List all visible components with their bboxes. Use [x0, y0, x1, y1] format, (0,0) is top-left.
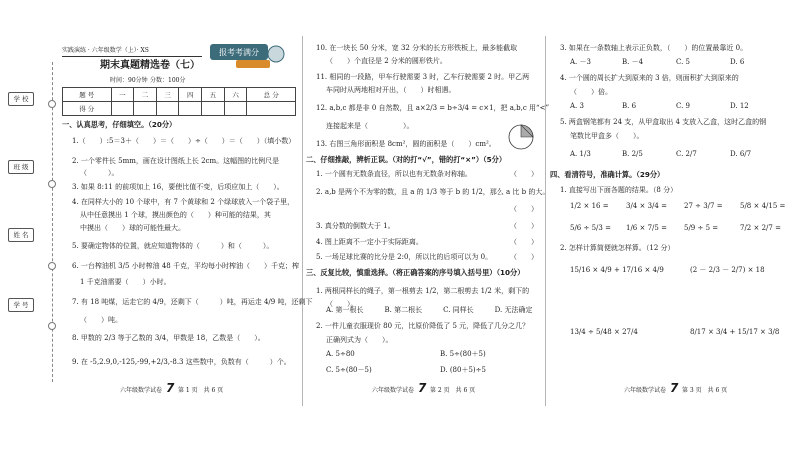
- choice-option: D. 6: [730, 58, 745, 66]
- question-text: 10. 在一块长 50 分米，宽 32 分米的长方形铁板上，最多能截取: [316, 44, 518, 52]
- choice-question: （ ）倍。: [570, 88, 612, 96]
- column-divider: [302, 36, 303, 406]
- choice-question: 5. 两盒钢笔都有 24 支，从甲盒取出 4 支放入乙盒，这时乙盒的钢: [560, 118, 767, 126]
- score-header: 四: [179, 88, 202, 102]
- answer-paren[interactable]: （ ）: [510, 238, 538, 246]
- expression-item: 15/16 × 4/9 + 17/16 × 4/9: [570, 266, 664, 274]
- section-title: 一、认真思考，仔细填空。（20分）: [62, 120, 177, 129]
- answer-paren[interactable]: （ ）: [510, 170, 538, 178]
- choice-option: C. 9: [676, 102, 691, 110]
- circle-triangle-figure-icon: [508, 124, 534, 150]
- judge-text: 3. 真分数的倒数大于 1。: [316, 222, 395, 230]
- question-text: 12. a,b,c 都是非 0 自然数，且 a×2/3 = b÷3/4 = c×1，把 a,b,c 用“<”: [316, 104, 550, 112]
- question-text: 车同时从两地相对开出，（ ）时相遇。: [326, 86, 456, 94]
- footer-label: 六年级数学试卷: [372, 387, 415, 394]
- choice-question: 2. 一件儿童衣服现价 80 元，比原价降低了 5 元，降低了几分之几？: [316, 322, 530, 330]
- answer-paren[interactable]: （ ）: [510, 222, 538, 230]
- footer-label: 六年级数学试卷: [624, 387, 667, 394]
- footer-number: 7: [418, 381, 427, 395]
- score-cell[interactable]: [134, 102, 157, 116]
- choice-question: 笔数比甲盒多（ ）。: [570, 132, 644, 140]
- calc-item: 5/6 ÷ 5/3 =: [570, 224, 611, 232]
- score-header: 一: [111, 88, 134, 102]
- answer-paren[interactable]: （ ）: [510, 205, 538, 213]
- question-text: （ ）。: [80, 169, 119, 177]
- score-table: [62, 87, 296, 116]
- section-title: 三、反复比较，慎重选择。（将正确答案的序号填入括号里）（10分）: [306, 268, 525, 277]
- choice-option: B. －4: [622, 58, 644, 66]
- choice-option: B. 5÷(80＋5): [440, 350, 486, 358]
- choice-option: B. 2/5: [622, 150, 643, 158]
- choice-question: （ ）。: [326, 300, 358, 308]
- choice-option: D. 12: [730, 102, 749, 110]
- judge-text: 1. 一个圆有无数条直径，所以也有无数条对称轴。: [316, 170, 472, 178]
- score-header: 二: [134, 88, 157, 102]
- footer-page: 第 3 页 共 6 页: [682, 387, 728, 394]
- choice-options: A. 第一根长 B. 第二根长 C. 同样长 D. 无法确定: [326, 306, 533, 314]
- footer-number: 7: [670, 381, 679, 395]
- question-text: 5. 要确定物体的位置，就应知道物体的（ ）和（ ）。: [72, 242, 274, 250]
- question-text: 11. 相同的一段路，甲车行驶需要 3 时，乙车行驶需要 2 时。甲乙两: [316, 73, 530, 81]
- choice-option: D. 6/7: [730, 150, 752, 158]
- score-header: 总 分: [247, 88, 296, 102]
- binding-hole: [48, 100, 56, 108]
- footer-label: 六年级数学试卷: [120, 387, 163, 394]
- calc-item: 5/9 ÷ 5 =: [684, 224, 719, 232]
- calc-item: 27 ÷ 3/7 =: [684, 202, 723, 210]
- choice-question: 3. 如果在一条数轴上表示正负数，（ ）的位置最靠近 0。: [560, 44, 748, 52]
- score-label: 分数：100分: [150, 77, 186, 84]
- calc-item: 3/4 × 3/4 =: [626, 202, 667, 210]
- name-label: 姓 名: [8, 228, 34, 242]
- section-title: 二、仔细推敲，辨析正误。（对的打“√”，错的打“×”）（5分）: [306, 155, 507, 164]
- exam-badge-icon: [206, 40, 290, 72]
- class-label: 班 级: [8, 160, 34, 174]
- score-cell[interactable]: [247, 102, 296, 116]
- choice-option: A. 3: [570, 102, 584, 110]
- choice-option: B. 6: [622, 102, 637, 110]
- question-text: 9. 在 -5,2.9,0,-125,-99,+2/3,-8.3 这些数中，负数有（ ）个。: [72, 358, 291, 366]
- score-header: 三: [156, 88, 179, 102]
- footer-page: 第 1 页 共 6 页: [178, 387, 224, 394]
- score-cell[interactable]: [111, 102, 134, 116]
- question-text: 6. 一台榨油机 3/5 小时榨油 48 千克，平均每小时榨油（ ）千克；榨: [72, 262, 299, 270]
- choice-option: A. 5÷80: [326, 350, 355, 358]
- column-divider: [545, 36, 546, 406]
- student-id-label: 学 号: [8, 298, 34, 312]
- expression-item: 13/4 ÷ 5/48 × 27/4: [570, 328, 638, 336]
- exam-title: 期末真题精选卷（七）: [100, 60, 200, 71]
- question-text: 13. 右图三角形面积是 8cm²，圆的面积是（ ）cm²。: [316, 140, 496, 148]
- choice-option: A. 1/3: [570, 150, 591, 158]
- calc-item: 7/2 × 2/7 =: [740, 224, 781, 232]
- choice-option: A. －3: [570, 58, 591, 66]
- score-cell[interactable]: [179, 102, 202, 116]
- calc-item: 1/6 × 7/5 =: [626, 224, 667, 232]
- choice-option: C. 5÷(80－5): [326, 366, 372, 374]
- question-text: 连接起来是（ ）。: [326, 122, 414, 130]
- question-text: （ ）个直径是 2 分米的圆形铁片。: [326, 57, 447, 65]
- footer-page: 第 2 页 共 6 页: [430, 387, 476, 394]
- choice-question: 正确列式为（ ）。: [326, 336, 393, 344]
- judge-text: 4. 图上距离不一定小于实际距离。: [316, 238, 423, 246]
- answer-paren[interactable]: （ ）: [510, 253, 538, 261]
- subsection-title: 2. 怎样计算简便就怎样算。（12 分）: [560, 244, 675, 252]
- calc-item: 5/8 × 4/15 =: [740, 202, 786, 210]
- score-header: 六: [224, 88, 247, 102]
- subsection-title: 1. 直接写出下面各题的结果。（8 分）: [560, 186, 678, 194]
- question-text: 4. 在同样大小的 10 个球中，有 7 个黄球和 2 个绿球放入一个袋子里，: [72, 198, 295, 206]
- badge-text: 报考考满分: [219, 48, 259, 57]
- series-label: 实践演练 · 六年级数学（上）· XS: [62, 47, 149, 54]
- choice-option: C. 2/7: [676, 150, 697, 158]
- binding-hole: [48, 322, 56, 330]
- judge-text: 2. a,b 是两个不为零的数，且 a 的 1/3 等于 b 的 1/2，那么 a 比 b 的大。: [316, 188, 550, 196]
- calc-item: 1/2 × 16 =: [570, 202, 609, 210]
- question-text: 3. 如果 8:11 的前项加上 16，要使比值不变，后项应加上（ ）。: [72, 183, 284, 191]
- expression-item: (2 － 2/3 － 2/7) × 18: [690, 266, 765, 274]
- question-text: 8. 甲数的 2/3 等于乙数的 3/4，甲数是 18，乙数是（ ）。: [72, 334, 265, 342]
- expression-item: 8/17 × 3/4 + 15/17 × 3/8: [690, 328, 780, 336]
- choice-option: C. 5: [676, 58, 691, 66]
- binding-hole: [48, 180, 56, 188]
- binding-hole: [48, 262, 56, 270]
- score-cell[interactable]: [156, 102, 179, 116]
- question-text: 7. 有 18 吨煤，运走它的 4/9，还剩下（ ）吨，再运走 4/9 吨，还剩下: [72, 298, 313, 306]
- score-row-label: 得 分: [63, 102, 112, 116]
- question-text: 1.（ ）:5＝3＋（ ）＝（ ）÷（ ）＝（ ）（填小数）: [72, 137, 296, 145]
- footer-number: 7: [166, 381, 175, 395]
- question-text: 2. 一个零件长 5mm，画在设计图纸上长 2cm。这幅图的比例尺是: [72, 157, 280, 165]
- question-text: （ ）吨。: [80, 316, 122, 324]
- school-label: 学 校: [8, 92, 34, 106]
- section-title: 四、看清符号，准确计算。（29分）: [550, 170, 665, 179]
- score-cell[interactable]: [202, 102, 225, 116]
- score-header: 五: [202, 88, 225, 102]
- header-rule: [62, 56, 202, 57]
- choice-question: 4. 一个圆的周长扩大到原来的 3 倍，则面积扩大到原来的: [560, 74, 739, 82]
- time-label: 时间：90分钟: [110, 77, 148, 84]
- question-text: 从中任意摸出 1 个球，摸出颜色的（ ）种可能的结果，其: [80, 211, 271, 219]
- question-text: 中摸出（ ）球的可能性最大。: [80, 224, 185, 232]
- score-header: 题 号: [63, 88, 112, 102]
- choice-question: 1. 两根同样长的绳子，第一根剪去 1/2，第二根剪去 1/2 米，剩下的: [316, 287, 530, 295]
- score-cell[interactable]: [224, 102, 247, 116]
- judge-text: 5. 一场足球比赛的比分是 2:0，所以比的后项可以为 0。: [316, 253, 493, 261]
- choice-option: D. (80＋5)÷5: [440, 366, 486, 374]
- binding-dash-line: [52, 62, 53, 382]
- question-text: 1 千克油需要（ ）小时。: [80, 278, 171, 286]
